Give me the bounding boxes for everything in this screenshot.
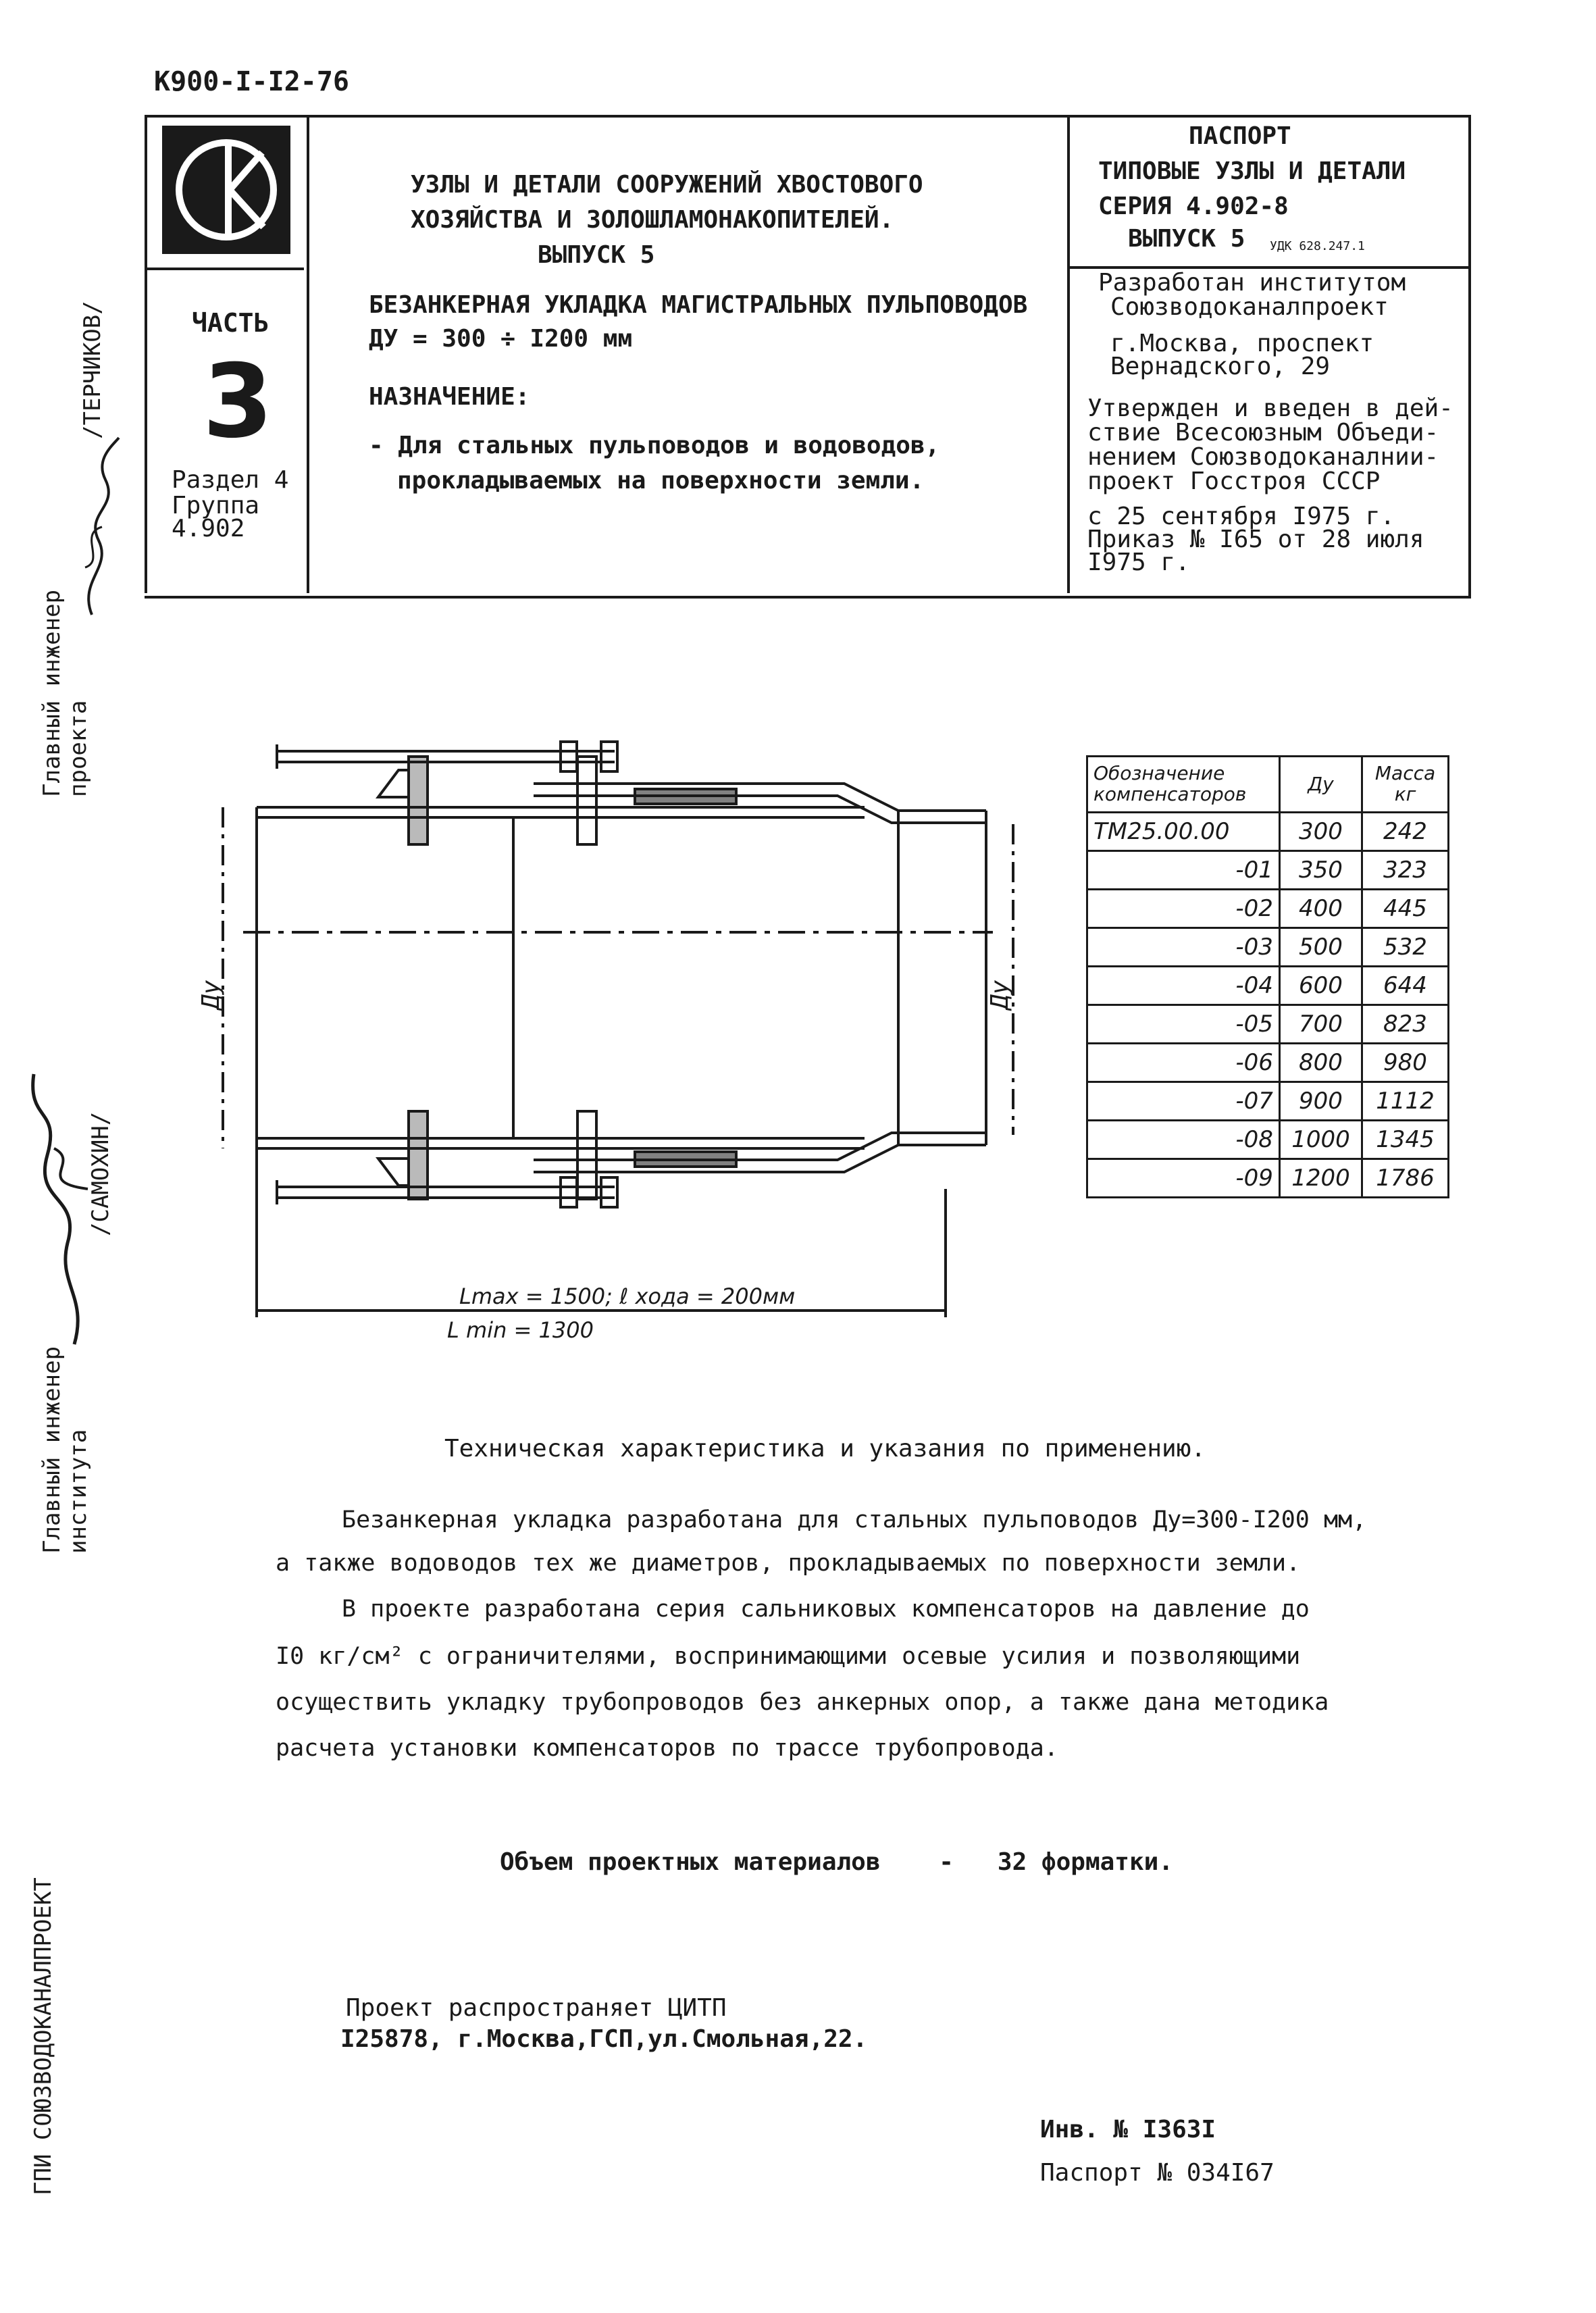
signer-name-1: /ТЕРЧИКОВ/ [79,301,106,439]
row-dy: 350 [1279,851,1362,890]
approved-line-3: нением Союзводоканалнии- [1087,443,1439,471]
paragraph-2-line-2: I0 кг/см² с ограничителями, воспринимающими осевые усилия и позволяющими [276,1643,1301,1670]
passport-line-2: ТИПОВЫЕ УЗЛЫ И ДЕТАЛИ [1098,157,1406,185]
group-number: 4.902 [172,515,245,542]
subject-line-2: ДУ = 300 ÷ I200 мм [369,325,633,353]
header-mass: Масса кг [1362,757,1449,813]
compensator-section-drawing [196,716,1047,1338]
title-line-3: ВЫПУСК 5 [538,241,655,269]
approved-line-6: Приказ № I65 от 28 июля [1087,526,1424,553]
drawing-note-2: L min = 1300 [447,1317,594,1343]
row-designation: -08 [1087,1121,1280,1159]
developed-line-1: Разработан институтом [1098,269,1406,297]
volume-line: Объем проектных материалов - 32 форматки. [500,1848,1173,1876]
purpose-label: НАЗНАЧЕНИЕ: [369,383,530,411]
institute-stamp: ГПИ СОЮЗВОДОКАНАЛПРОЕКТ [30,1877,57,2195]
row-designation: -07 [1087,1082,1280,1121]
table-row [1087,813,1449,851]
row-mass: 323 [1362,851,1449,890]
developed-line-4: Вернадского, 29 [1110,353,1331,380]
handwritten-signature-icon [65,432,126,621]
paragraph-2-line-1: В проекте разработана серия сальниковых компенсаторов на давление до [342,1596,1310,1623]
drawing-note-1: Lmax = 1500; ℓ хода = 200мм [459,1283,796,1309]
paragraph-2-line-4: расчета установки компенсаторов по трассе трубопровода. [276,1735,1058,1762]
row-mass: 980 [1362,1044,1449,1082]
passport-line-4: ВЫПУСК 5 [1128,225,1245,253]
title-line-2: ХОЗЯЙСТВА И ЗОЛОШЛАМОНАКОПИТЕЛЕЙ. [411,206,894,234]
distributor-line-1: Проект распространяет ЦИТП [346,1994,727,2022]
purpose-line-1: - Для стальных пульповодов и водоводов, [369,432,940,459]
header-dy: Ду [1279,757,1362,813]
group-label: Группа [172,492,260,519]
row-dy: 600 [1279,967,1362,1005]
signature-2 [20,1067,115,1351]
developed-line-2: Союзводоканалпроект [1110,293,1389,321]
row-dy: 700 [1279,1005,1362,1044]
logo [162,126,290,254]
approved-line-5: с 25 сентября I975 г. [1087,503,1395,530]
table-header-row [1087,757,1449,813]
table-row [1087,890,1449,928]
row-mass: 1786 [1362,1159,1449,1198]
section-label: Раздел 4 [172,466,289,494]
sk-logo-icon [162,126,290,254]
table-row [1087,1159,1449,1198]
table-row [1087,851,1449,890]
row-designation: -03 [1087,928,1280,967]
table-row [1087,1082,1449,1121]
approved-line-7: I975 г. [1087,549,1190,576]
subject-line-1: БЕЗАНКЕРНАЯ УКЛАДКА МАГИСТРАЛЬНЫХ ПУЛЬПОВОДОВ [369,291,1028,319]
row-mass: 1112 [1362,1082,1449,1121]
row-dy: 500 [1279,928,1362,967]
paragraph-1-line-2: а также водоводов тех же диаметров, прокладываемых по поверхности земли. [276,1550,1301,1577]
developed-line-3: г.Москва, проспект [1110,330,1374,357]
section-heading: Техническая характеристика и указания по применению. [444,1435,1206,1463]
part-label: ЧАСТЬ [192,308,269,338]
distributor-line-2: I25878, г.Москва,ГСП,ул.Смольная,22. [340,2025,868,2053]
title-line-1: УЗЛЫ И ДЕТАЛИ СООРУЖЕНИЙ ХВОСТОВОГО [411,171,923,199]
row-mass: 823 [1362,1005,1449,1044]
chief-project-engineer-label: Главный инженер проекта [38,589,93,797]
passport-line-1: ПАСПОРТ [1189,122,1291,150]
row-dy: 800 [1279,1044,1362,1082]
approved-line-2: ствие Всесоюзным Объеди- [1087,419,1439,447]
document-code: К900-I-I2-76 [154,66,349,97]
passport-number: Паспорт № 034I67 [1040,2159,1275,2187]
row-designation: -01 [1087,851,1280,890]
row-designation: ТМ25.00.00 [1087,813,1280,851]
udk-code: УДК 628.247.1 [1270,239,1365,253]
paragraph-2-line-3: осуществить укладку трубопроводов без анкерных опор, а также дана методика [276,1689,1329,1716]
table-row [1087,928,1449,967]
row-designation: -04 [1087,967,1280,1005]
table-row [1087,1044,1449,1082]
logo-divider [145,268,304,270]
approved-line-4: проект Госстроя СССР [1087,467,1381,495]
part-number: 3 [203,343,274,461]
row-mass: 532 [1362,928,1449,967]
row-mass: 242 [1362,813,1449,851]
signer-name-2: /САМОХИН/ [87,1111,114,1236]
row-dy: 900 [1279,1082,1362,1121]
table-row [1087,1005,1449,1044]
handwritten-signature-icon [20,1067,115,1351]
inventory-number: Инв. № I363I [1040,2116,1216,2143]
row-dy: 300 [1279,813,1362,851]
table-row [1087,967,1449,1005]
row-designation: -06 [1087,1044,1280,1082]
chief-institute-engineer-label: Главный инженер института [38,1346,93,1554]
passport-line-3: СЕРИЯ 4.902-8 [1098,193,1289,220]
row-mass: 1345 [1362,1121,1449,1159]
row-dy: 1200 [1279,1159,1362,1198]
row-mass: 445 [1362,890,1449,928]
row-dy: 1000 [1279,1121,1362,1159]
row-designation: -05 [1087,1005,1280,1044]
header-designation: Обозначение компенсаторов [1087,757,1280,813]
row-dy: 400 [1279,890,1362,928]
dimension-label-left: Ду [197,980,225,1009]
passport-column [1067,115,1070,593]
signature-1 [65,432,126,621]
compensator-drawing [196,716,1047,1338]
purpose-line-2: прокладываемых на поверхности земли. [397,467,925,494]
row-mass: 644 [1362,967,1449,1005]
paragraph-1-line-1: Безанкерная укладка разработана для стальных пульповодов Ду=300-I200 мм, [342,1506,1367,1533]
approved-line-1: Утвержден и введен в дей- [1087,395,1453,422]
row-designation: -02 [1087,890,1280,928]
compensator-table [1086,755,1449,1198]
dimension-label-right: Ду [986,980,1014,1009]
row-designation: -09 [1087,1159,1280,1198]
table-row [1087,1121,1449,1159]
